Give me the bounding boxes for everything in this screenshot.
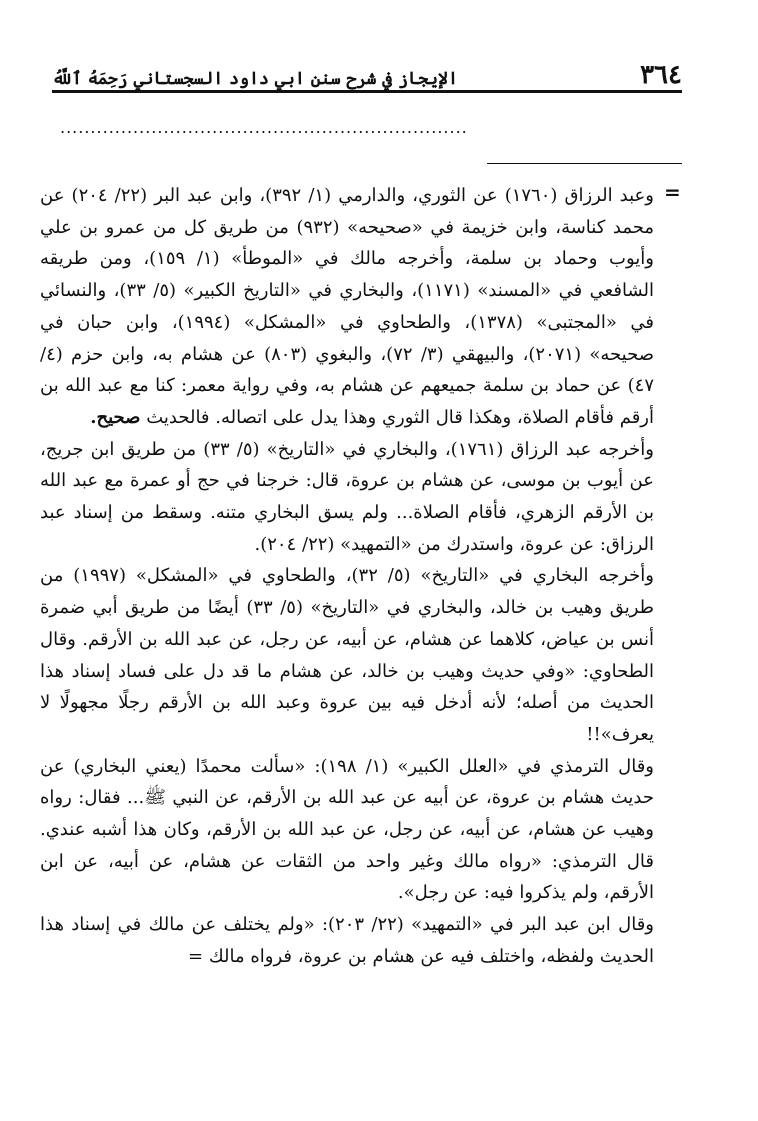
page-header: [52, 48, 682, 88]
paragraph-text: وأخرجه البخاري في «التاريخ» (٥/ ٣٢)، والطحاوي في «المشكل» (١٩٩٧) من طريق وهيب بن خالد، والبخاري في «التاريخ» (٥/ ٣٣) أيضًا من طريق أبي ضمرة أنس بن عياض، كلاهما عن هشام، عن أبيه، عن رجل، عن عبد الله بن الأرقم. وقال الطحاوي: «وفي حديث وهيب بن خالد، عن هشام ما قد دل على فساد إسناد هذا الحديث من أصله؛ لأنه أدخل فيه بين عروة وعبد الله بن الأرقم رجلًا مجهولًا لا يعرف»!!: [40, 565, 654, 745]
footnote-rule: [487, 163, 682, 164]
paragraph-text: وقال الترمذي في «العلل الكبير» (١/ ١٩٨): «سألت محمدًا (يعني البخاري) عن حديث هشام بن عروة، عن أبيه عن عبد الله بن الأرقم، عن النبي ﷺ... فقال: رواه وهيب عن هشام، عن أبيه، عن رجل، عن عبد الله بن الأرقم، وكان هذا أشبه عندي. قال الترمذي: «رواه مالك وغير واحد من الثقات عن هشام، عن أبيه، عن ابن الأرقم، ولم يذكروا فيه: عن رجل».: [40, 755, 654, 904]
footnote-paragraph: [40, 434, 654, 561]
footnote-paragraph: [40, 560, 654, 750]
footnote-paragraph: [40, 751, 654, 910]
paragraph-text: وقال ابن عبد البر في «التمهيد» (٢٢/ ٢٠٣): «ولم يختلف عن مالك في إسناد هذا الحديث ولفظه، واختلف فيه عن هشام بن عروة، فرواه مالك =: [40, 914, 654, 967]
footnote-paragraph: [40, 909, 654, 972]
paragraph-text: وأخرجه عبد الرزاق (١٧٦١)، والبخاري في «التاريخ» (٥/ ٣٣) من طريق ابن جريج، عن أيوب بن موسى، عن هشام بن عروة، قال: خرجنا في حج أو عمرة مع عبد الله بن الأرقم الزهري، فأقام الصلاة... ولم يسق البخاري متنه. وسقط من إسناد عبد الرزاق: عن عروة، واستدرك من «التمهيد» (٢٢/ ٢٠٤).: [40, 438, 654, 555]
paragraph-text: وعبد الرزاق (١٧٦٠) عن الثوري، والدارمي (١/ ٣٩٢)، وابن عبد البر (٢٢/ ٢٠٤) عن محمد كناسة، وابن خزيمة في «صحيحه» (٩٣٢) من طريق كل من عمرو بن علي وأيوب وحماد بن سلمة، وأخرجه مالك في «الموطأ» (١/ ١٥٩)، ومن طريقه الشافعي في «المسند» (١١٧١)، والبخاري في «التاريخ الكبير» (٥/ ٣٣)، والنسائي في «المجتبى» (١٣٧٨)، والطحاوي في «المشكل» (١٩٩٤)، وابن حبان في صحيحه» (٢٠٧١)، والبيهقي (٣/ ٧٢)، والبغوي (٨٠٣) عن هشام به، وابن حزم (٤/ ٤٧) عن حماد بن سلمة جميعهم عن هشام به، وفي رواية معمر: كنا مع عبد الله بن أرقم فأقام الصلاة، وهكذا قال الثوري وهذا يدل على اتصاله. فالحديث: [40, 185, 655, 428]
footnote-paragraph: [40, 180, 654, 434]
footnote-text: [40, 180, 654, 973]
separator-dots: ...................................................................: [60, 120, 468, 136]
page-number: ٣٦٤: [640, 60, 682, 90]
running-title: الإيجاز في شرح سنن ابي داود السجستاني رَحِمَهُ ٱللَّهُ: [52, 69, 458, 89]
header-rule: [52, 90, 682, 93]
continuation-mark: =: [664, 180, 681, 204]
paragraph-bold-end: صحيح.: [90, 406, 141, 428]
